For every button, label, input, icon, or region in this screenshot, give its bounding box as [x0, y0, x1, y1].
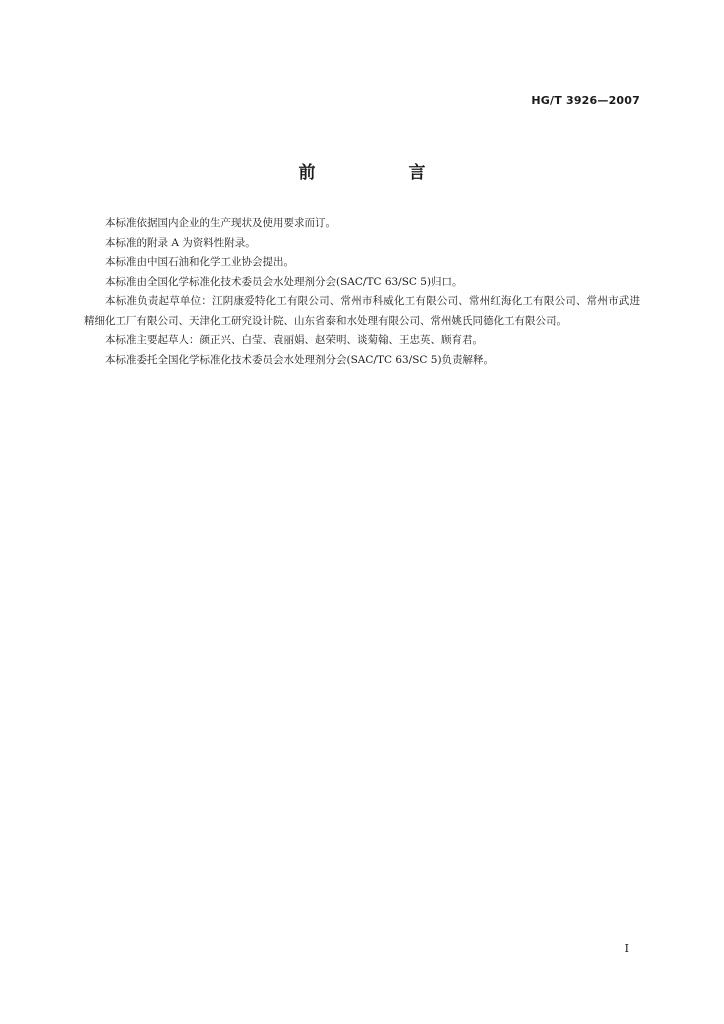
paragraph: 本标准主要起草人：颜正兴、白莹、袁丽娟、赵荣明、谈菊翰、王忠英、顾育君。	[105, 334, 483, 346]
foreword-body	[84, 214, 640, 370]
standard-code: HG/T 3926—2007	[531, 94, 640, 107]
paragraph: 本标准的附录 A 为资料性附录。	[105, 236, 256, 249]
paragraph: 本标准由全国化学标准化技术委员会水处理剂分会(SAC/TC 63/SC 5)归口。	[105, 275, 463, 288]
page-number: I	[624, 942, 629, 955]
paragraph: 本标准依据国内企业的生产现状及使用要求而订。	[105, 217, 336, 229]
paragraph: 本标准由中国石油和化学工业协会提出。	[105, 256, 294, 268]
page-title: 前 言	[298, 163, 464, 183]
paragraph: 本标准委托全国化学标准化技术委员会水处理剂分会(SAC/TC 63/SC 5)负责解释。	[105, 353, 495, 366]
paragraph: 本标准负责起草单位：江阴康爱特化工有限公司、常州市科威化工有限公司、常州红海化工有限公司、常州市武进精细化工厂有限公司、天津化工研究设计院、山东省泰和水处理有限公司、常州姚氏同德化工有限公司。	[84, 295, 640, 327]
